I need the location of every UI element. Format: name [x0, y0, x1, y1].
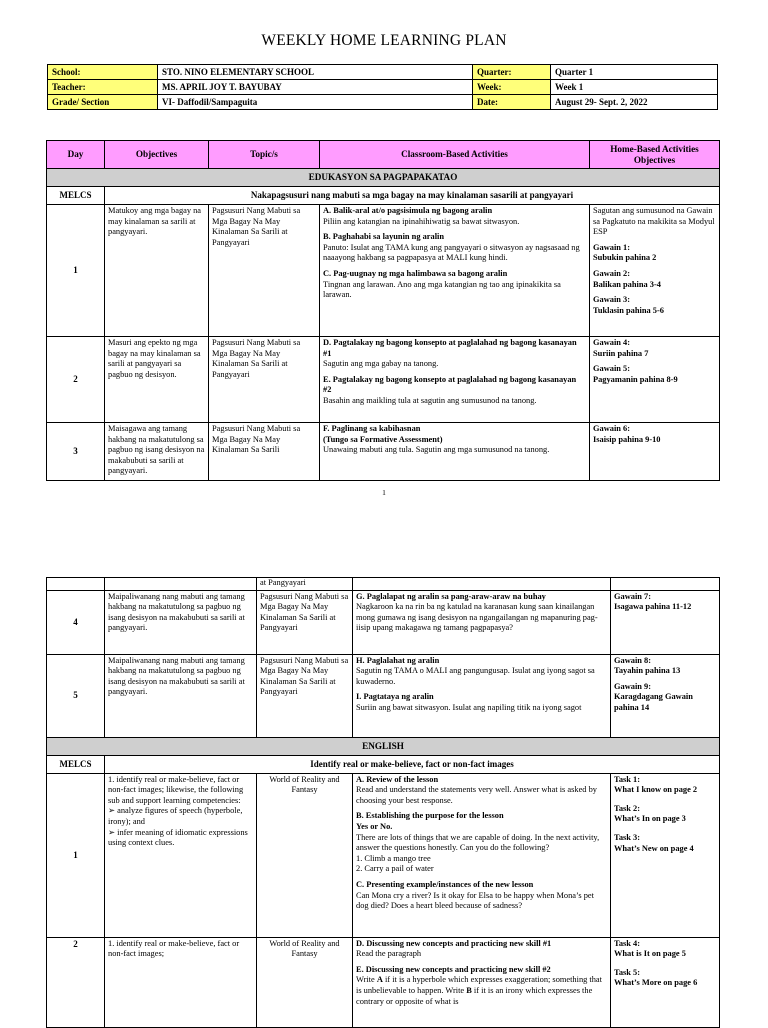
task-label: Task 3:	[614, 832, 640, 842]
day-number: 3	[47, 423, 105, 481]
task-label: Task 5:	[614, 967, 640, 977]
text-run: A	[376, 975, 383, 985]
classroom-activities	[353, 654, 611, 737]
week-value: Week 1	[551, 80, 718, 95]
activity-head: E. Discussing new concepts and practicing new skill #2	[356, 964, 551, 974]
task-label: Gawain 4:	[593, 338, 630, 347]
grade-value: VI- Daffodil/Sampaguita	[158, 95, 473, 110]
classroom-activities	[320, 337, 590, 423]
esp-melcs-label: MELCS	[47, 187, 105, 205]
activity-text: Sagutin ng TAMA o MALI ang pangungusap. Isulat ang iyong sagot sa kuwaderno.	[356, 666, 595, 686]
topic: World of Reality and Fantasy	[257, 773, 353, 937]
header-classroom: Classroom-Based Activities	[320, 141, 590, 169]
activity-head: (Tungo sa Formative Assessment)	[323, 434, 443, 444]
continued-cell	[105, 578, 257, 591]
date-label: Date:	[473, 95, 551, 110]
topic: Pagsusuri Nang Mabuti sa Mga Bagay Na May Kinalaman Sa Sarili at Pangyayari	[257, 654, 353, 737]
info-table	[47, 64, 718, 110]
english-row	[47, 937, 720, 1027]
activity-head: I. Pagtataya ng aralin	[356, 692, 434, 702]
home-activities	[611, 654, 720, 737]
classroom-activities	[353, 590, 611, 654]
header-home-line2: Objectives	[633, 154, 676, 165]
text-run: B	[466, 985, 472, 995]
task-label: Gawain 2:	[593, 268, 630, 278]
day-number: 5	[47, 654, 105, 737]
activity-text: Suriin ang bawat sitwasyon. Isulat ang napiling titik na iyong sagot	[356, 702, 582, 712]
teacher-label: Teacher:	[48, 80, 158, 95]
home-activities	[611, 590, 720, 654]
activity-head: A. Review of the lesson	[356, 774, 439, 784]
header-home-line1: Home-Based Activities	[610, 143, 699, 154]
task-label: Task 4:	[614, 938, 640, 948]
topic: Pagsusuri Nang Mabuti sa Mga Bagay Na May Kinalaman Sa Sarili at Pangyayari	[209, 205, 320, 337]
continued-cell	[611, 578, 720, 591]
task-detail: Balikan pahina 3-4	[593, 279, 661, 289]
task-detail: What’s More on page 6	[614, 978, 698, 988]
activity-text: Nagkaroon ka na rin ba ng katulad na karanasan kung saan kinailangan mong gumawa ng isang desisyon na ngangailangan ng mapanuring pag-iisip upang makagawa ng tamang pagpapasya?	[356, 602, 598, 633]
header-day: Day	[47, 141, 105, 169]
activity-head: E. Pagtalakay ng bagong konsepto at paglalahad ng bagong kasanayan #2	[323, 374, 577, 395]
activity-text	[356, 975, 602, 1005]
topic: Pagsusuri Nang Mabuti sa Mga Bagay Na May Kinalaman Sa Sarili	[209, 423, 320, 481]
plan-table-page2	[46, 577, 720, 1028]
task-label: Gawain 9:	[614, 681, 651, 691]
task-detail: Isagawa pahina 11-12	[614, 602, 692, 612]
objective-bullet: ➢ infer meaning of idiomatic expressions using context clues.	[108, 827, 248, 848]
task-detail: What I know on page 2	[614, 785, 698, 795]
continued-cell	[47, 578, 105, 591]
english-row	[47, 773, 720, 937]
objective: Maipaliwanang nang mabuti ang tamang hakbang na makatutulong sa pagbuo ng isang desisyon na makabubuti sa sarili at pangyayari.	[105, 590, 257, 654]
esp-subject: EDUKASYON SA PAGPAPAKATAO	[47, 169, 720, 187]
esp-row	[47, 590, 720, 654]
home-activities	[611, 773, 720, 937]
school-value: STO. NINO ELEMENTARY SCHOOL	[158, 65, 473, 80]
classroom-activities	[320, 423, 590, 481]
day-number: 1	[47, 773, 105, 937]
header-topics: Topic/s	[209, 141, 320, 169]
esp-row	[47, 337, 720, 423]
day-number: 1	[47, 205, 105, 337]
page-title: WEEKLY HOME LEARNING PLAN	[261, 32, 507, 49]
activity-head: Yes or No.	[356, 821, 393, 831]
task-label: Gawain 8:	[614, 655, 651, 665]
activity-text: Sagutin ang mga gabay na tanong.	[323, 359, 439, 369]
objective: Masuri ang epekto ng mga bagay na may kinalaman sa sarili at pangyayari sa pagbuo ng desisyon.	[105, 337, 209, 423]
activity-list-item: 2. Carry a pail of water	[356, 864, 434, 874]
activity-text: Read and understand the statements very well. Answer what is asked by choosing your best response.	[356, 785, 597, 805]
activity-head: H. Paglalahat ng aralin	[356, 655, 440, 665]
activity-head: D. Discussing new concepts and practicing new skill #1	[356, 938, 552, 948]
english-melcs: Identify real or make-believe, fact or non-fact images	[105, 755, 720, 773]
page-number: 1	[382, 488, 386, 497]
home-activities	[590, 205, 720, 337]
activity-head: B. Paghahabi sa layunin ng aralin	[323, 232, 445, 242]
topic: World of Reality and Fantasy	[257, 937, 353, 1027]
activity-text: Panuto: Isulat ang TAMA kung ang pangyayari o sitwasyon ay nagsasaad ng naaayong hakbang sa pagpapasya at MALI kung hindi.	[323, 242, 580, 263]
esp-row	[47, 205, 720, 337]
task-detail: Isaisip pahina 9-10	[593, 434, 661, 444]
activity-text: Basahin ang maikling tula at sagutin ang sumusunod na tanong.	[323, 395, 537, 405]
school-label: School:	[48, 65, 158, 80]
task-label: Gawain 5:	[593, 364, 630, 374]
activity-text: Piliin ang katangian na ipinahihiwatig sa bawat sitwasyon.	[323, 216, 520, 226]
task-label: Gawain 3:	[593, 295, 630, 305]
esp-melcs: Nakapagsusuri nang mabuti sa mga bagay na may kinalaman sasarili at pangyayari	[105, 187, 720, 205]
objective	[105, 773, 257, 937]
text-run: if it is a hyperbole which expresses exaggeration; something that is unbelievable to happen. Write	[356, 975, 602, 995]
home-activities	[611, 937, 720, 1027]
task-label: Gawain 6:	[593, 424, 630, 433]
home-activities	[590, 337, 720, 423]
activity-head: B. Establishing the purpose for the lesson	[356, 811, 504, 821]
activity-head: C. Presenting example/instances of the new lesson	[356, 879, 534, 889]
classroom-activities	[353, 937, 611, 1027]
header-objectives: Objectives	[105, 141, 209, 169]
task-label: Task 1:	[614, 774, 640, 784]
task-label: Task 2:	[614, 803, 640, 813]
quarter-label: Quarter:	[473, 65, 551, 80]
task-detail: What is It on page 5	[614, 949, 686, 959]
week-label: Week:	[473, 80, 551, 95]
home-intro: Sagutan ang sumusunod na Gawain sa Pagkatuto na makikita sa Modyul ESP	[593, 206, 715, 237]
objective: Matukoy ang mga bagay na may kinalaman sa sarili at pangyayari.	[105, 205, 209, 337]
classroom-activities	[353, 773, 611, 937]
task-detail: Karagdagang Gawain pahina 14	[614, 692, 693, 712]
activity-list-item: 1. Climb a mango tree	[356, 853, 431, 863]
objective: Maipaliwanang nang mabuti ang tamang hakbang na makatutulong sa pagbuo ng isang desisyon na makabubuti sa sarili at pangyayari.	[105, 654, 257, 737]
header-home	[590, 141, 720, 169]
activity-head: C. Pag-uugnay ng mga halimbawa sa bagong aralin	[323, 268, 508, 278]
english-melcs-label: MELCS	[47, 755, 105, 773]
activity-text: Tingnan ang larawan. Ano ang mga katangian ng tao ang ipinakikita sa larawan.	[323, 279, 561, 300]
task-detail: What’s In on page 3	[614, 814, 686, 824]
task-detail: Suriin pahina 7	[593, 348, 649, 358]
text-run: if it is an irony which expresses the contrary or opposite of what is	[356, 985, 593, 1006]
task-label: Gawain 7:	[614, 591, 651, 601]
activity-text: Unawaing mabuti ang tula. Sagutin ang mga sumusunod na tanong.	[323, 445, 550, 455]
task-detail: Pagyamanin pahina 8-9	[593, 374, 678, 384]
task-detail: What’s New on page 4	[614, 843, 694, 853]
task-label: Gawain 1:	[593, 242, 630, 252]
activity-head: D. Pagtalakay ng bagong konsepto at paglalahad ng bagong kasanayan #1	[323, 338, 577, 358]
topic: Pagsusuri Nang Mabuti sa Mga Bagay Na May Kinalaman Sa Sarili at Pangyayari	[209, 337, 320, 423]
classroom-activities	[320, 205, 590, 337]
home-activities	[590, 423, 720, 481]
task-detail: Subukin pahina 2	[593, 253, 657, 263]
activity-text: Read the paragraph	[356, 949, 422, 959]
date-value: August 29- Sept. 2, 2022	[551, 95, 718, 110]
day-number: 2	[47, 337, 105, 423]
plan-table-page1	[46, 140, 720, 481]
activity-head: A. Balik-aral at/o pagsisimula ng bagong aralin	[323, 206, 493, 215]
day-number: 2	[47, 937, 105, 1027]
activity-text: There are lots of things that we are capable of doing. In the next activity, answer the questions honestly. Can you do the following?	[356, 832, 600, 853]
objective: Maisagawa ang tamang hakbang na makatutulong sa pagbuo ng isang desisyon na makabubuti sa sarili at pangyayari.	[105, 423, 209, 481]
day-number: 4	[47, 590, 105, 654]
esp-row	[47, 423, 720, 481]
english-subject: ENGLISH	[47, 737, 720, 755]
objective: 1. identify real or make-believe, fact or non-fact images;	[105, 937, 257, 1027]
quarter-value: Quarter 1	[551, 65, 718, 80]
task-detail: Tuklasin pahina 5-6	[593, 305, 664, 315]
topic: Pagsusuri Nang Mabuti sa Mga Bagay Na May Kinalaman Sa Sarili at Pangyayari	[257, 590, 353, 654]
task-detail: Tayahin pahina 13	[614, 666, 681, 676]
grade-label: Grade/ Section	[48, 95, 158, 110]
continued-cell	[353, 578, 611, 591]
esp-row	[47, 654, 720, 737]
teacher-value: MS. APRIL JOY T. BAYUBAY	[158, 80, 473, 95]
continued-topic: at Pangyayari	[257, 578, 353, 591]
activity-head: G. Paglalapat ng aralin sa pang-araw-araw na buhay	[356, 591, 546, 601]
activity-head: F. Paglinang sa kabihasnan	[323, 424, 421, 433]
text-run: Write	[356, 975, 377, 985]
objective-bullet: ➢ analyze figures of speech (hyperbole, irony); and	[108, 806, 243, 826]
activity-text: Can Mona cry a river? Is it okay for Elsa to be happy when Mona’s pet dog died? Does a heart bleed because of sadness?	[356, 890, 594, 911]
objective-text: 1. identify real or make-believe, fact or non-fact images; likewise, the following sub and support learning competencies:	[108, 774, 244, 805]
